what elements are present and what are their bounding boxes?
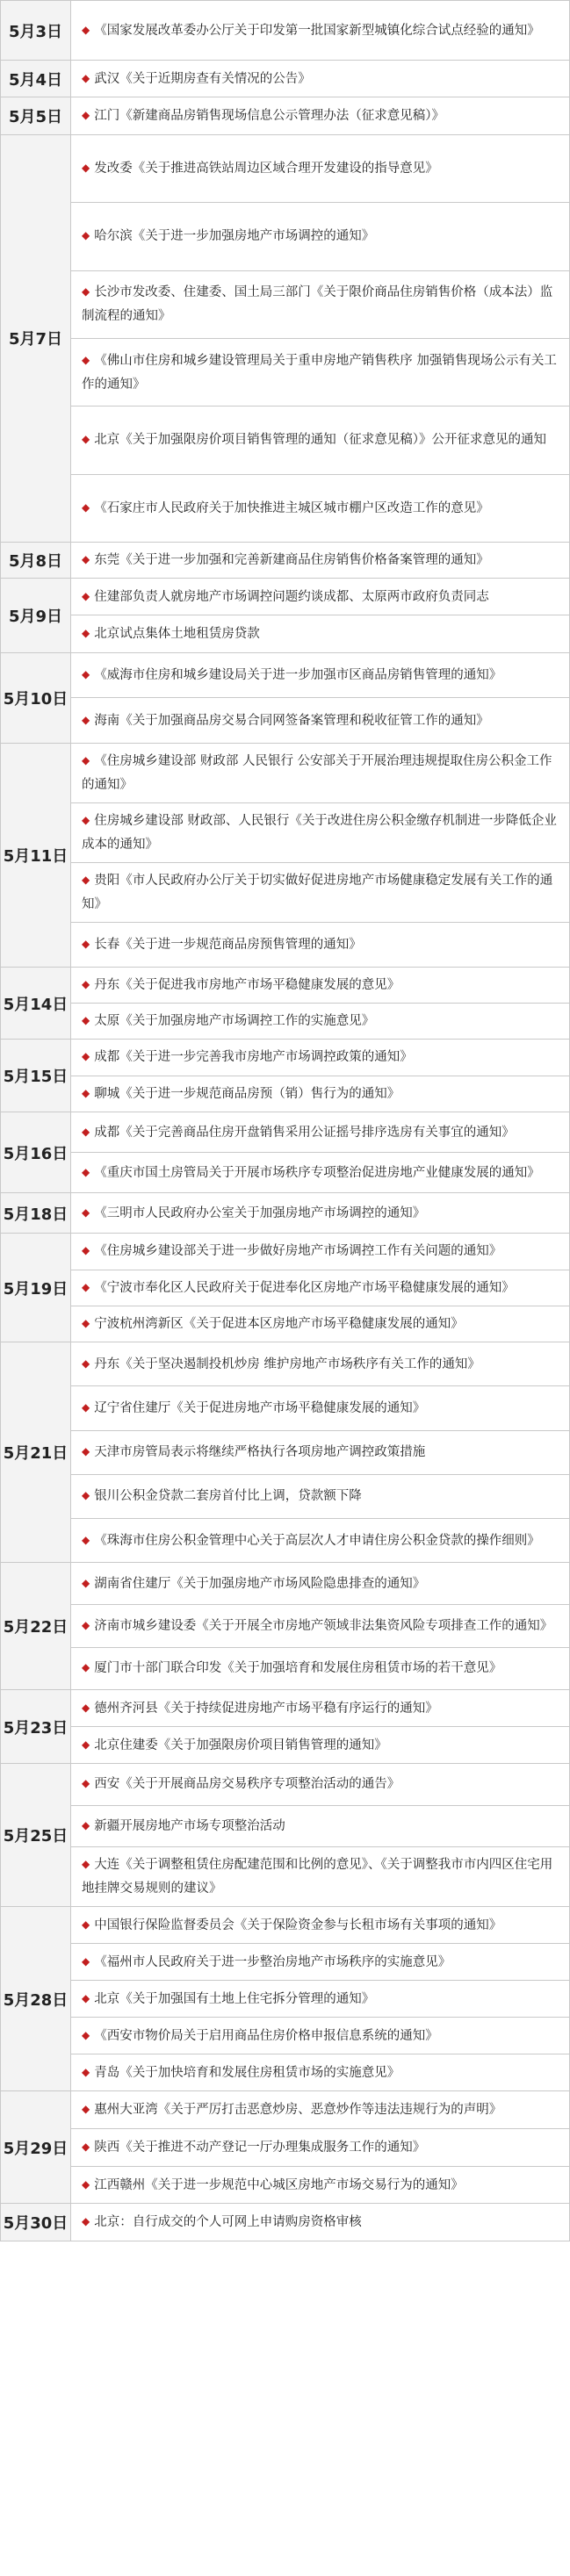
policy-row — [1, 1193, 570, 1234]
policy-item — [71, 61, 570, 97]
policy-row — [1, 1727, 570, 1764]
policy-item-text: 成都《关于完善商品住房开盘销售采用公证摇号排序选房有关事宜的通知》 — [94, 1125, 515, 1140]
red-diamond-bullet-icon: ◆ — [82, 1576, 90, 1589]
policy-item-text: 哈尔滨《关于进一步加强房地产市场调控的通知》 — [94, 229, 375, 244]
policy-row — [1, 1563, 570, 1605]
red-diamond-bullet-icon: ◆ — [82, 1858, 90, 1871]
policy-item — [71, 698, 570, 744]
date-cell: 5月19日 — [1, 1234, 71, 1342]
policy-item — [71, 1004, 570, 1040]
red-diamond-bullet-icon: ◆ — [82, 1400, 90, 1414]
policy-item — [71, 1727, 570, 1764]
policy-item — [71, 652, 570, 698]
policy-row — [1, 2018, 570, 2054]
red-diamond-bullet-icon: ◆ — [82, 23, 90, 36]
policy-item-text: 《国家发展改革委办公厅关于印发第一批国家新型城镇化综合试点经验的通知》 — [94, 23, 540, 38]
policy-item — [71, 2018, 570, 2054]
policy-item — [71, 474, 570, 542]
red-diamond-bullet-icon: ◆ — [82, 1280, 90, 1293]
red-diamond-bullet-icon: ◆ — [82, 1701, 90, 1714]
policy-row — [1, 135, 570, 203]
policy-item-text: 中国银行保险监督委员会《关于保险资金参与长租市场有关事项的通知》 — [94, 1918, 502, 1932]
red-diamond-bullet-icon: ◆ — [82, 1918, 90, 1931]
policy-item — [71, 1112, 570, 1153]
policy-row — [1, 1040, 570, 1076]
policy-item — [71, 802, 570, 862]
policy-row — [1, 97, 570, 135]
policy-item — [71, 968, 570, 1004]
policy-item-text: 《佛山市住房和城乡建设管理局关于重申房地产销售秩序 加强销售现场公示有关工作的通知》 — [82, 353, 557, 392]
policy-item — [71, 1847, 570, 1907]
policy-item — [71, 270, 570, 338]
red-diamond-bullet-icon: ◆ — [82, 1619, 90, 1632]
red-diamond-bullet-icon: ◆ — [82, 2103, 90, 2116]
red-diamond-bullet-icon: ◆ — [82, 1445, 90, 1458]
policy-item-text: 西安《关于开展商品房交易秩序专项整治活动的通告》 — [94, 1777, 400, 1792]
red-diamond-bullet-icon: ◆ — [82, 1819, 90, 1832]
policy-row — [1, 203, 570, 270]
policy-item — [71, 1764, 570, 1806]
date-cell: 5月22日 — [1, 1563, 71, 1690]
red-diamond-bullet-icon: ◆ — [82, 1014, 90, 1027]
policy-item-text: 辽宁省住建厅《关于促进房地产市场平稳健康发展的通知》 — [94, 1400, 426, 1415]
red-diamond-bullet-icon: ◆ — [82, 433, 90, 446]
policy-item — [71, 922, 570, 967]
red-diamond-bullet-icon: ◆ — [82, 1489, 90, 1502]
policy-item-text: 北京《关于加强限房价项目销售管理的通知（征求意见稿）》公开征求意见的通知 — [94, 433, 546, 448]
policy-item — [71, 1430, 570, 1474]
policy-item — [71, 542, 570, 578]
policy-item-text: 丹东《关于坚决遏制投机炒房 维护房地产市场秩序有关工作的通知》 — [94, 1356, 480, 1371]
policy-row — [1, 1306, 570, 1342]
policy-row — [1, 1386, 570, 1430]
policy-timeline-body — [1, 1, 570, 2241]
red-diamond-bullet-icon: ◆ — [82, 1125, 90, 1138]
policy-item-text: 江西赣州《关于进一步规范中心城区房地产市场交易行为的通知》 — [94, 2177, 464, 2192]
policy-item-text: 太原《关于加强房地产市场调控工作的实施意见》 — [94, 1014, 375, 1029]
policy-item — [71, 1605, 570, 1647]
policy-item-text: 惠州大亚湾《关于严厉打击恶意炒房、恶意炒作等违法违规行为的声明》 — [94, 2103, 502, 2118]
policy-item — [71, 1907, 570, 1944]
policy-item-text: 《福州市人民政府关于进一步整治房地产市场秩序的实施意见》 — [94, 1954, 451, 1969]
red-diamond-bullet-icon: ◆ — [82, 2177, 90, 2191]
policy-item-text: 湖南省住建厅《关于加强房地产市场风险隐患排查的通知》 — [94, 1576, 426, 1591]
policy-item-text: 厦门市十部门联合印发《关于加强培育和发展住房租赁市场的若干意见》 — [94, 1661, 502, 1676]
policy-item-text: 青岛《关于加快培育和发展住房租赁市场的实施意见》 — [94, 2065, 400, 2080]
policy-item-text: 住建部负责人就房地产市场调控问题约谈成都、太原两市政府负责同志 — [94, 589, 489, 604]
policy-item-text: 贵阳《市人民政府办公厅关于切实做好促进房地产市场健康稳定发展有关工作的通知》 — [82, 873, 553, 911]
date-cell: 5月5日 — [1, 97, 71, 135]
date-cell: 5月25日 — [1, 1764, 71, 1907]
policy-item — [71, 1518, 570, 1562]
policy-row — [1, 2166, 570, 2204]
red-diamond-bullet-icon: ◆ — [82, 813, 90, 826]
red-diamond-bullet-icon: ◆ — [82, 1317, 90, 1330]
red-diamond-bullet-icon: ◆ — [82, 2065, 90, 2078]
policy-item-text: 成都《关于进一步完善我市房地产市场调控政策的通知》 — [94, 1050, 413, 1065]
red-diamond-bullet-icon: ◆ — [82, 1991, 90, 2004]
policy-item — [71, 862, 570, 922]
policy-item-text: 长春《关于进一步规范商品房预售管理的通知》 — [94, 938, 362, 953]
policy-row — [1, 1112, 570, 1153]
policy-row — [1, 578, 570, 615]
date-cell: 5月21日 — [1, 1342, 71, 1563]
policy-row — [1, 1234, 570, 1270]
policy-item — [71, 2054, 570, 2091]
policy-item — [71, 1474, 570, 1518]
red-diamond-bullet-icon: ◆ — [82, 753, 90, 766]
red-diamond-bullet-icon: ◆ — [82, 713, 90, 726]
policy-item-text: 《三明市人民政府办公室关于加强房地产市场调控的通知》 — [94, 1205, 426, 1220]
policy-item — [71, 578, 570, 615]
red-diamond-bullet-icon: ◆ — [82, 1356, 90, 1370]
policy-row — [1, 1690, 570, 1727]
policy-item — [71, 2129, 570, 2167]
policy-row — [1, 802, 570, 862]
red-diamond-bullet-icon: ◆ — [82, 229, 90, 242]
policy-item — [71, 1386, 570, 1430]
policy-item-text: 《西安市物价局关于启用商品住房价格申报信息系统的通知》 — [94, 2028, 438, 2043]
policy-row — [1, 1474, 570, 1518]
policy-item — [71, 1153, 570, 1193]
policy-row — [1, 1518, 570, 1562]
policy-item — [71, 135, 570, 203]
date-cell: 5月23日 — [1, 1690, 71, 1764]
red-diamond-bullet-icon: ◆ — [82, 938, 90, 951]
policy-row — [1, 338, 570, 406]
policy-row — [1, 1153, 570, 1193]
policy-item-text: 新疆开展房地产市场专项整治活动 — [94, 1819, 285, 1834]
policy-item — [71, 1306, 570, 1342]
red-diamond-bullet-icon: ◆ — [82, 1661, 90, 1674]
policy-row — [1, 1981, 570, 2018]
policy-item-text: 天津市房管局表示将继续严格执行各项房地产调控政策措施 — [94, 1445, 426, 1460]
policy-row — [1, 542, 570, 578]
date-cell: 5月3日 — [1, 1, 71, 61]
date-cell: 5月7日 — [1, 135, 71, 543]
policy-item-text: 北京《关于加强国有土地上住宅拆分管理的通知》 — [94, 1991, 375, 2006]
policy-item-text: 江门《新建商品房销售现场信息公示管理办法（征求意见稿）》 — [94, 109, 444, 123]
policy-item-text: 武汉《关于近期房查有关情况的公告》 — [94, 71, 311, 86]
date-cell: 5月18日 — [1, 1193, 71, 1234]
policy-item — [71, 1563, 570, 1605]
date-cell: 5月28日 — [1, 1907, 71, 2091]
policy-item — [71, 1690, 570, 1727]
date-cell: 5月9日 — [1, 578, 71, 652]
red-diamond-bullet-icon: ◆ — [82, 1205, 90, 1219]
red-diamond-bullet-icon: ◆ — [82, 1165, 90, 1178]
red-diamond-bullet-icon: ◆ — [82, 285, 90, 299]
policy-item — [71, 338, 570, 406]
policy-item — [71, 1647, 570, 1689]
policy-item — [71, 743, 570, 802]
date-cell: 5月15日 — [1, 1040, 71, 1112]
policy-row — [1, 1004, 570, 1040]
policy-item-text: 发改委《关于推进高铁站周边区域合理开发建设的指导意见》 — [94, 162, 438, 176]
red-diamond-bullet-icon: ◆ — [82, 1533, 90, 1546]
policy-item-text: 丹东《关于促进我市房地产市场平稳健康发展的意见》 — [94, 978, 400, 993]
red-diamond-bullet-icon: ◆ — [82, 109, 90, 121]
date-cell: 5月14日 — [1, 968, 71, 1040]
red-diamond-bullet-icon: ◆ — [82, 552, 90, 565]
policy-row — [1, 1907, 570, 1944]
date-cell: 5月30日 — [1, 2204, 71, 2241]
red-diamond-bullet-icon: ◆ — [82, 2028, 90, 2041]
policy-row — [1, 698, 570, 744]
red-diamond-bullet-icon: ◆ — [82, 978, 90, 991]
policy-item-text: 宁波杭州湾新区《关于促进本区房地产市场平稳健康发展的通知》 — [94, 1317, 464, 1332]
policy-item-text: 《宁波市奉化区人民政府关于促进奉化区房地产市场平稳健康发展的通知》 — [94, 1280, 515, 1295]
date-cell: 5月11日 — [1, 743, 71, 967]
policy-row — [1, 2204, 570, 2241]
red-diamond-bullet-icon: ◆ — [82, 2140, 90, 2153]
red-diamond-bullet-icon: ◆ — [82, 71, 90, 84]
policy-item — [71, 1234, 570, 1270]
policy-item — [71, 1040, 570, 1076]
policy-row — [1, 1647, 570, 1689]
policy-item — [71, 1805, 570, 1847]
policy-row — [1, 1430, 570, 1474]
date-cell: 5月29日 — [1, 2091, 71, 2204]
policy-row — [1, 1270, 570, 1306]
policy-row — [1, 615, 570, 653]
policy-item-text: 济南市城乡建设委《关于开展全市房地产领域非法集资风险专项排查工作的通知》 — [94, 1619, 553, 1634]
policy-item-text: 北京住建委《关于加强限房价项目销售管理的通知》 — [94, 1738, 387, 1752]
policy-item — [71, 2204, 570, 2241]
policy-row — [1, 922, 570, 967]
policy-item-text: 《珠海市住房公积金管理中心关于高层次人才申请住房公积金贷款的操作细则》 — [94, 1533, 540, 1548]
policy-item — [71, 1, 570, 61]
policy-item-text: 长沙市发改委、住建委、国土局三部门《关于限价商品住房销售价格（成本法）监制流程的通知》 — [82, 285, 553, 324]
red-diamond-bullet-icon: ◆ — [82, 627, 90, 640]
policy-item — [71, 1193, 570, 1234]
policy-row — [1, 1764, 570, 1806]
red-diamond-bullet-icon: ◆ — [82, 589, 90, 602]
policy-row — [1, 1847, 570, 1907]
policy-item-text: 《石家庄市人民政府关于加快推进主城区城市棚户区改造工作的意见》 — [94, 500, 489, 515]
policy-item-text: 《威海市住房和城乡建设局关于进一步加强市区商品房销售管理的通知》 — [94, 668, 502, 683]
policy-item-text: 德州齐河县《关于持续促进房地产市场平稳有序运行的通知》 — [94, 1701, 438, 1716]
policy-row — [1, 968, 570, 1004]
red-diamond-bullet-icon: ◆ — [82, 668, 90, 681]
policy-item — [71, 2166, 570, 2204]
date-cell: 5月16日 — [1, 1112, 71, 1193]
policy-row — [1, 1944, 570, 1981]
red-diamond-bullet-icon: ◆ — [82, 353, 90, 366]
policy-item — [71, 1076, 570, 1112]
red-diamond-bullet-icon: ◆ — [82, 1244, 90, 1257]
policy-item — [71, 615, 570, 653]
policy-item-text: 海南《关于加强商品房交易合同网签备案管理和税收征管工作的通知》 — [94, 713, 489, 728]
policy-item-text: 《重庆市国土房管局关于开展市场秩序专项整治促进房地产业健康发展的通知》 — [94, 1165, 540, 1180]
policy-item-text: 东莞《关于进一步加强和完善新建商品住房销售价格备案管理的通知》 — [94, 552, 489, 567]
policy-item-text: 北京试点集体土地租赁房贷款 — [94, 627, 260, 642]
policy-row — [1, 270, 570, 338]
policy-row — [1, 862, 570, 922]
policy-item-text: 银川公积金贷款二套房首付比上调，贷款额下降 — [94, 1489, 362, 1504]
policy-item — [71, 1342, 570, 1386]
policy-item — [71, 97, 570, 135]
date-cell: 5月4日 — [1, 61, 71, 97]
red-diamond-bullet-icon: ◆ — [82, 2215, 90, 2228]
policy-item — [71, 2091, 570, 2129]
policy-item-text: 北京：自行成交的个人可网上申请购房资格审核 — [94, 2215, 362, 2230]
red-diamond-bullet-icon: ◆ — [82, 1086, 90, 1099]
policy-item-text: 《住房城乡建设部 财政部 人民银行 公安部关于开展治理违规提取住房公积金工作的通知》 — [82, 753, 552, 792]
policy-item — [71, 407, 570, 474]
policy-item-text: 《住房城乡建设部关于进一步做好房地产市场调控工作有关问题的通知》 — [94, 1244, 502, 1259]
policy-row — [1, 2091, 570, 2129]
policy-item — [71, 1944, 570, 1981]
date-cell: 5月8日 — [1, 542, 71, 578]
policy-row — [1, 2129, 570, 2167]
policy-row — [1, 61, 570, 97]
policy-row — [1, 1342, 570, 1386]
red-diamond-bullet-icon: ◆ — [82, 1738, 90, 1751]
policy-row — [1, 1, 570, 61]
policy-item — [71, 1270, 570, 1306]
red-diamond-bullet-icon: ◆ — [82, 1777, 90, 1790]
policy-item-text: 大连《关于调整租赁住房配建范围和比例的意见》、《关于调整我市市内四区住宅用地挂牌交易规则的建议》 — [82, 1858, 553, 1896]
policy-row — [1, 652, 570, 698]
policy-item-text: 陕西《关于推进不动产登记一厅办理集成服务工作的通知》 — [94, 2140, 426, 2155]
policy-item-text: 聊城《关于进一步规范商品房预（销）售行为的通知》 — [94, 1086, 400, 1101]
policy-row — [1, 743, 570, 802]
policy-row — [1, 1805, 570, 1847]
red-diamond-bullet-icon: ◆ — [82, 1050, 90, 1063]
policy-row — [1, 1605, 570, 1647]
red-diamond-bullet-icon: ◆ — [82, 1954, 90, 1968]
policy-item — [71, 203, 570, 270]
policy-row — [1, 474, 570, 542]
policy-item-text: 住房城乡建设部 财政部、人民银行《关于改进住房公积金缴存机制进一步降低企业成本的通知》 — [82, 813, 557, 852]
policy-item — [71, 1981, 570, 2018]
red-diamond-bullet-icon: ◆ — [82, 162, 90, 175]
policy-row — [1, 407, 570, 474]
policy-row — [1, 1076, 570, 1112]
policy-row — [1, 2054, 570, 2091]
red-diamond-bullet-icon: ◆ — [82, 873, 90, 886]
date-cell: 5月10日 — [1, 652, 71, 743]
red-diamond-bullet-icon: ◆ — [82, 500, 90, 514]
